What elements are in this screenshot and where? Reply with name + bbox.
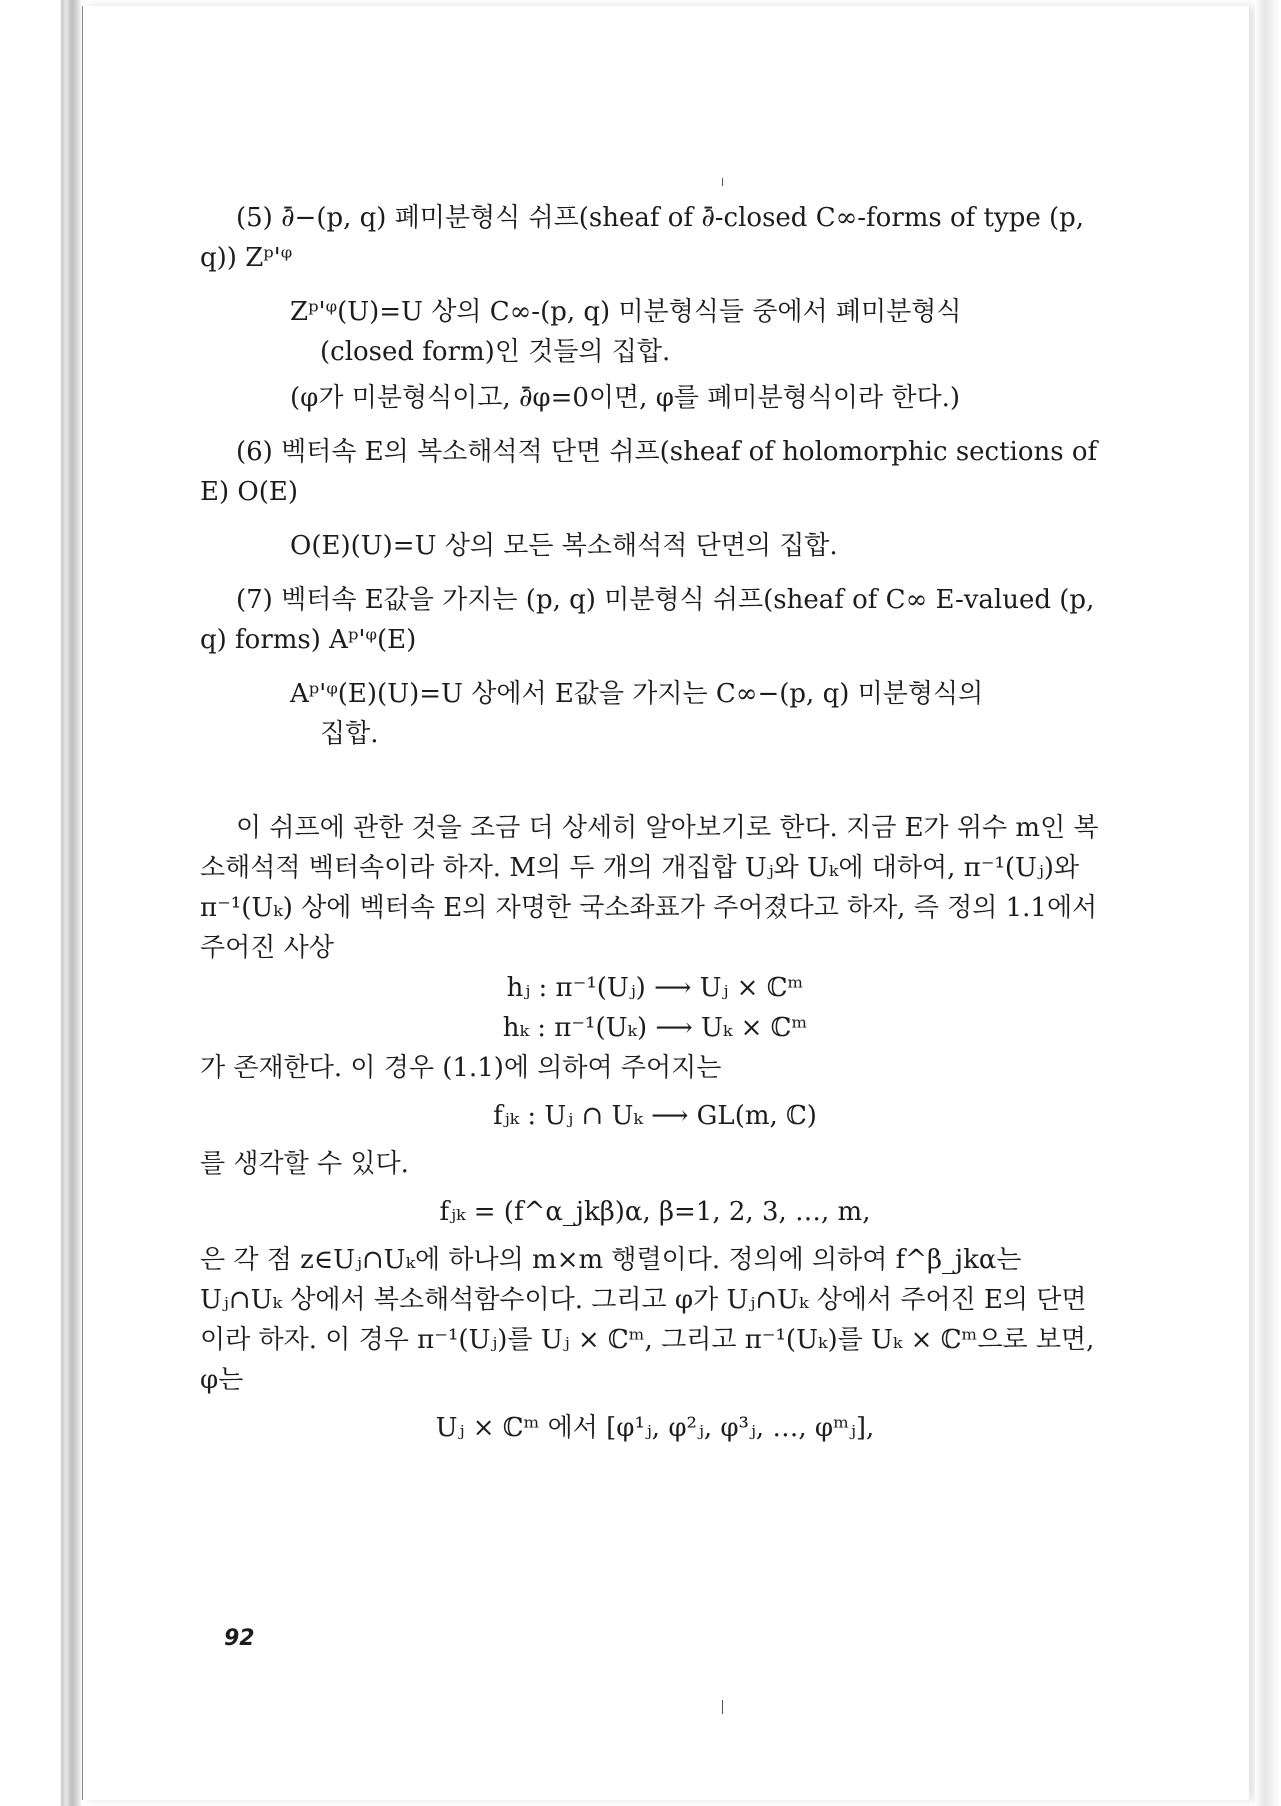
page-content [200, 198, 1110, 1456]
item-5-definition-cont: (closed form)인 것들의 집합. [320, 337, 671, 367]
item-5-heading: (5) ∂̄−(p, q) 폐미분형식 쉬프(sheaf of ∂̄-closed C∞-forms of type (p, q)) Zᵖ'ᵠ [200, 203, 1085, 273]
equation-matrix: fⱼₖ = (f^α_jkβ)α, β=1, 2, 3, …, m, [439, 1197, 871, 1227]
paragraph-1: 이 쉬프에 관한 것을 조금 더 상세히 알아보기로 한다. 지금 E가 위수 m인 복소해석적 벡터속이라 하자. M의 두 개의 개집합 Uⱼ와 Uₖ에 대하여, π⁻¹(Uⱼ)와 π⁻¹(Uₖ) 상에 벡터속 E의 자명한 국소좌표가 주어졌다고 하자, 즉 정의 1.1에서 주어진 사상 [200, 813, 1099, 963]
page-number: 92 [224, 1626, 255, 1651]
item-5-definition: Zᵖ'ᵠ(U)=U 상의 C∞-(p, q) 미분형식들 중에서 폐미분형식 [290, 297, 962, 327]
paragraph-4: 은 각 점 z∈Uⱼ∩Uₖ에 하나의 m×m 행렬이다. 정의에 의하여 f^β_jkα는 Uⱼ∩Uₖ 상에서 복소해석함수이다. 그리고 φ가 Uⱼ∩Uₖ 상에서 주어진 E의 단면이라 하자. 이 경우 π⁻¹(Uⱼ)를 Uⱼ × ℂᵐ, 그리고 π⁻¹(Uₖ)를 Uₖ × ℂᵐ으로 보면, φ는 [200, 1245, 1095, 1395]
equation-phi: Uⱼ × ℂᵐ 에서 [φ¹ⱼ, φ²ⱼ, φ³ⱼ, …, φᵐⱼ], [435, 1413, 875, 1443]
equation-hj: hⱼ : π⁻¹(Uⱼ) ⟶ Uⱼ × ℂᵐ [506, 973, 804, 1003]
scan-mark [722, 1700, 723, 1714]
item-7-definition: Aᵖ'ᵠ(E)(U)=U 상에서 E값을 가지는 C∞−(p, q) 미분형식의 [290, 679, 984, 709]
equation-hk: hₖ : π⁻¹(Uₖ) ⟶ Uₖ × ℂᵐ [502, 1013, 808, 1043]
item-5-note: (φ가 미분형식이고, ∂̄φ=0이면, φ를 폐미분형식이라 한다.) [290, 383, 960, 413]
book-spine [0, 0, 82, 1806]
paragraph-3: 를 생각할 수 있다. [200, 1149, 409, 1179]
scan-mark [722, 178, 723, 186]
item-7-definition-cont: 집합. [320, 719, 379, 749]
paragraph-2: 가 존재한다. 이 경우 (1.1)에 의하여 주어지는 [200, 1053, 722, 1083]
item-7-heading: (7) 벡터속 E값을 가지는 (p, q) 미분형식 쉬프(sheaf of C∞ E-valued (p, q) forms) Aᵖ'ᵠ(E) [200, 585, 1095, 655]
item-6-definition: O(E)(U)=U 상의 모든 복소해석적 단면의 집합. [290, 531, 838, 561]
item-6-heading: (6) 벡터속 E의 복소해석적 단면 쉬프(sheaf of holomorphic sections of E) O(E) [200, 437, 1098, 507]
page-edge [1255, 0, 1281, 1806]
equation-fjk: fⱼₖ : Uⱼ ∩ Uₖ ⟶ GL(m, ℂ) [493, 1101, 817, 1131]
